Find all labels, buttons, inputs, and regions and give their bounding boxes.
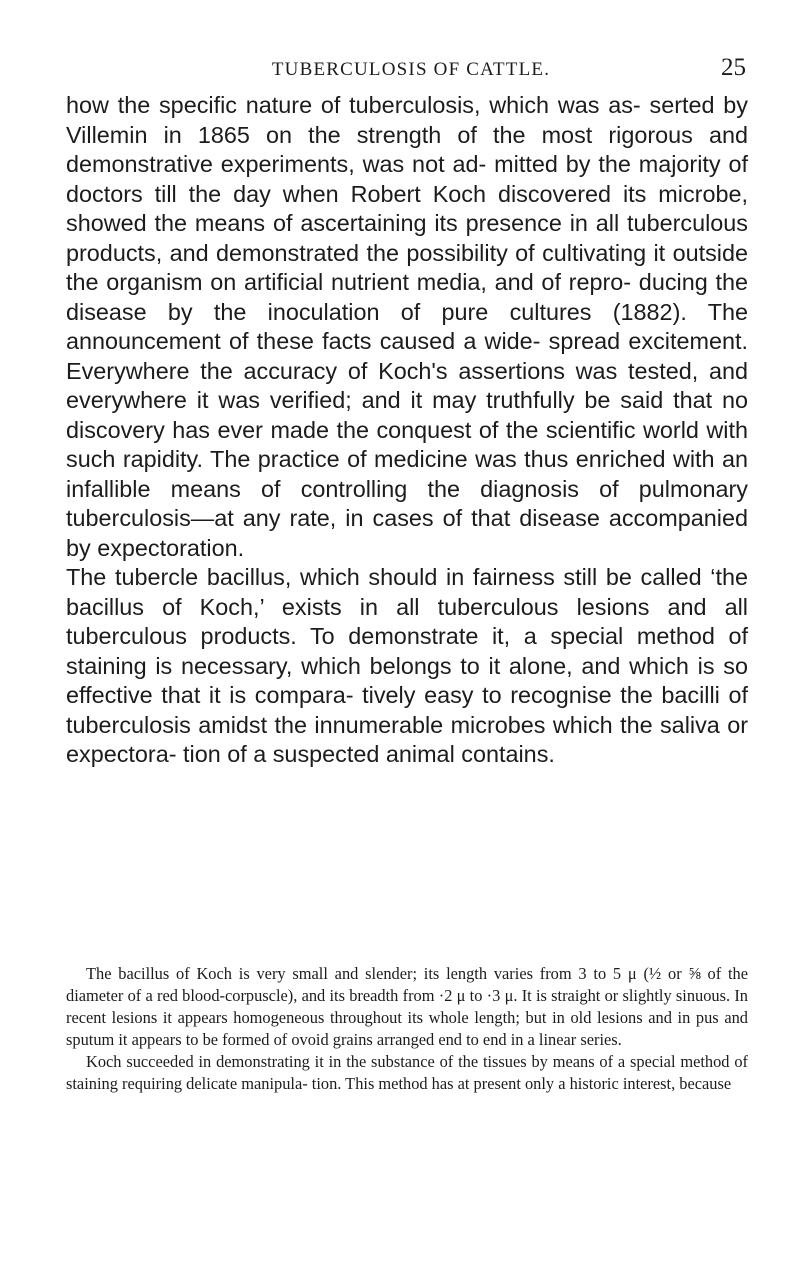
running-title: TUBERCULOSIS OF CATTLE.	[271, 59, 551, 80]
paragraph: how the specific nature of tuberculosis, which was as- serted by Villemin in 1865 on the strength of the most rigorous and demonstrative experiments, was not ad- mitted by the majority of doctors till the day when Robert Koch discovered its microbe, showed the means of ascertaining its presence in all tuberculous products, and demonstrated the possibility of cultivating it outside the organism on artificial nutrient media, and of repro- ducing the disease by the inoculation of pure cultures (1882). The announcement of these facts caused a wide- spread excitement. Everywhere the accuracy of Koch's assertions was tested, and everywhere it was verified; and it may truthfully be said that no discovery has ever made the conquest of the scientific world with such rapidity. The practice of medicine was thus enriched with an infallible means of controlling the diagnosis of pulmonary tuberculosis—at any rate, in cases of that disease accompanied by expectoration.	[66, 92, 748, 561]
main-text	[66, 91, 748, 770]
page-number: 25	[721, 54, 746, 81]
paragraph: The tubercle bacillus, which should in fairness still be called ‘the bacillus of Koch,’ exists in all tuberculous lesions and all tuberculous products. To demonstrate it, a special method of staining is necessary, which belongs to it alone, and which is so effective that it is compara- tively easy to recognise the bacilli of tuberculosis amidst the innumerable microbes which the saliva or expectora- tion of a suspected animal contains.	[66, 564, 748, 767]
note-paragraph: The bacillus of Koch is very small and slender; its length varies from 3 to 5 μ (½ or ⅝ of the diameter of a red blood-corpuscle), and its breadth from ·2 μ to ·3 μ. It is straight or slightly sinuous. In recent lesions it appears homogeneous throughout its whole length; but in old lesions and in pus and sputum it appears to be formed of ovoid grains arranged end to end in a linear series.	[66, 964, 748, 1049]
small-print-note	[66, 963, 748, 1095]
running-head	[66, 54, 746, 82]
note-paragraph: Koch succeeded in demonstrating it in the substance of the tissues by means of a special method of staining requiring delicate manipula- tion. This method has at present only a historic interest, because	[66, 1052, 748, 1093]
